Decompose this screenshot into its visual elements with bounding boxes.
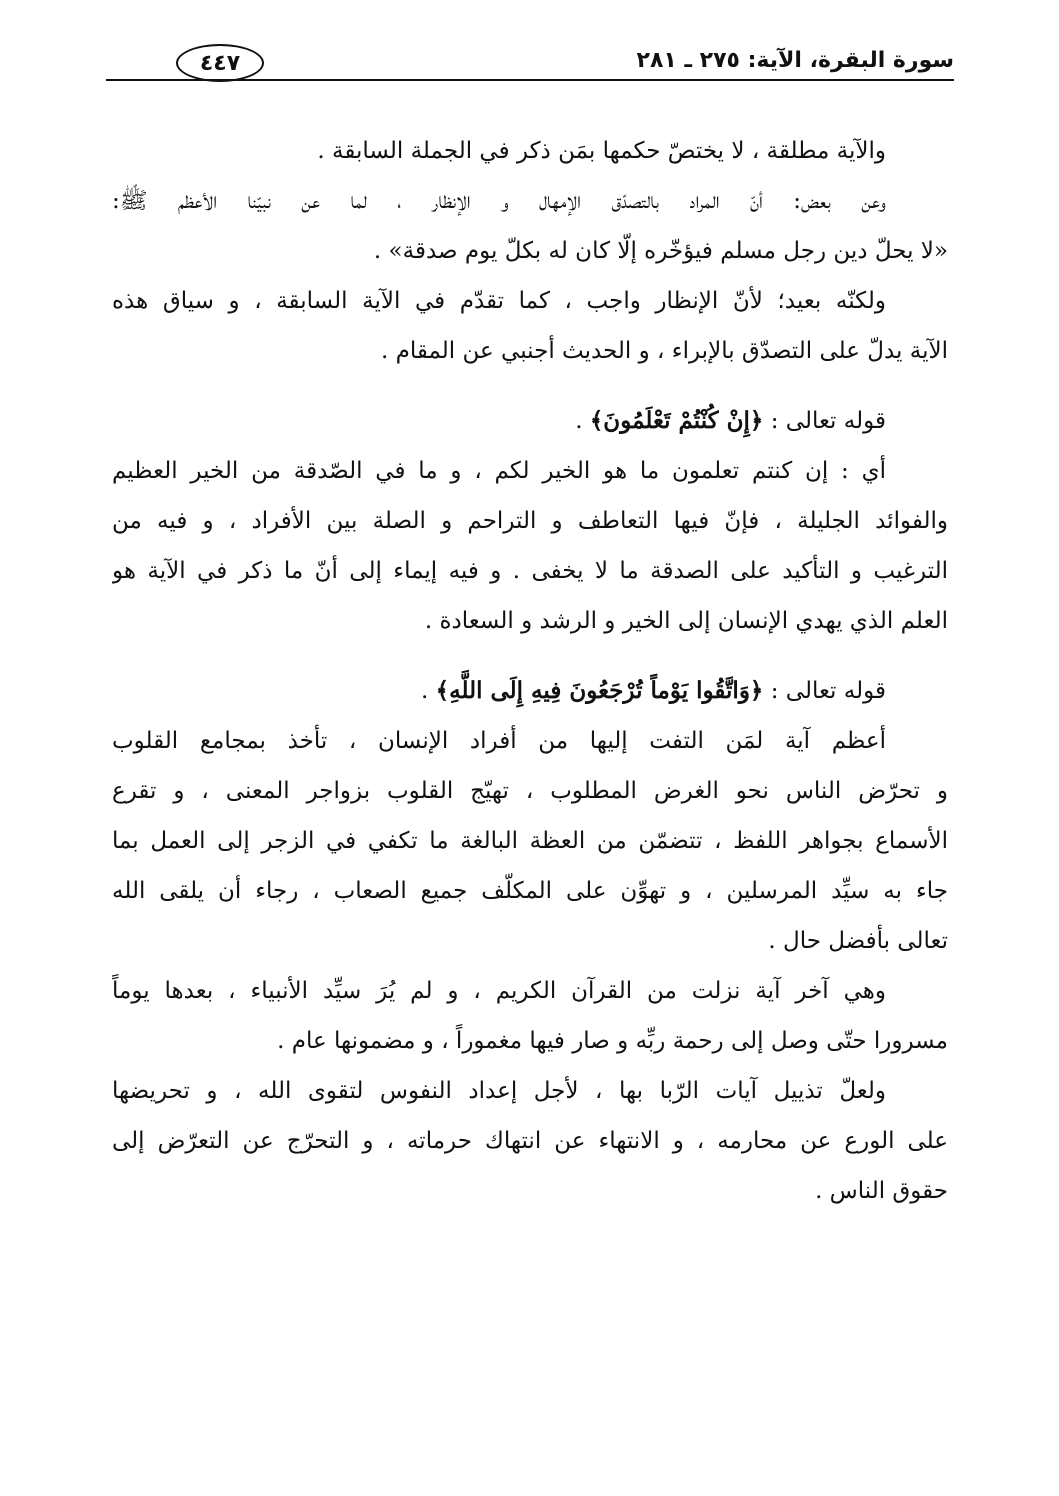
paragraph-line: أعظم آية لمَن التفت إليها من أفراد الإنسان ، تأخذ بمجامع القلوب xyxy=(112,728,886,754)
paragraph-line: العلم الذي يهدي الإنسان إلى الخير و الرشد و السعادة . xyxy=(424,608,948,634)
running-header xyxy=(106,42,954,82)
page-number: ٤٤٧ xyxy=(199,50,241,76)
paragraph-line: تعالى بأفضل حال . xyxy=(768,928,948,954)
body-text xyxy=(112,126,948,1216)
paragraph-line: والآية مطلقة ، لا يختصّ حكمها بمَن ذكر في الجملة السابقة . xyxy=(317,138,886,164)
heading-suffix: . xyxy=(421,678,436,704)
paragraph-line: والفوائد الجليلة ، فإنّ فيها التعاطف و التراحم و الصلة بين الأفراد ، و فيه من xyxy=(112,508,948,534)
paragraph-line: الأسماع بجواهر اللفظ ، تتضمّن من العظة البالغة ما تكفي في الزجر إلى العمل بما xyxy=(112,828,948,854)
page-number-badge xyxy=(176,44,264,82)
paragraph-line: «لا يحلّ دين رجل مسلم فيؤخّره إلّا كان له بكلّ يوم صدقة» . xyxy=(373,238,948,264)
header-title: سورة البقرة، الآية: ٢٧٥ ـ ٢٨١ xyxy=(636,48,954,73)
paragraph-line: الآية يدلّ على التصدّق بالإبراء ، و الحديث أجنبي عن المقام . xyxy=(381,338,948,364)
paragraph-line: ولعلّ تذييل آيات الرّبا بها ، لأجل إعداد النفوس لتقوى الله ، و تحريضها xyxy=(112,1078,886,1104)
paragraph-line: و تحرّض الناس نحو الغرض المطلوب ، تهيّج القلوب بزواجر المعنى ، و تقرع xyxy=(112,778,948,804)
heading-prefix: قوله تعالى : xyxy=(763,408,886,434)
heading-prefix: قوله تعالى : xyxy=(763,678,886,704)
paragraph-line: حقوق الناس . xyxy=(815,1178,948,1204)
paragraph-line: أي : إن كنتم تعلمون ما هو الخير لكم ، و ما في الصّدقة من الخير العظيم xyxy=(112,458,886,484)
header-rule xyxy=(106,79,954,81)
paragraph-line: وهي آخر آية نزلت من القرآن الكريم ، و لم يُرَ سيِّد الأنبياء ، بعدها يوماً xyxy=(112,978,886,1004)
verse-heading xyxy=(112,666,948,716)
paragraph-line: الترغيب و التأكيد على الصدقة ما لا يخفى . و فيه إيماء إلى أنّ ما ذكر في الآية هو xyxy=(112,558,948,584)
verse-heading xyxy=(112,396,948,446)
quran-verse: ﴿إِنْ كُنْتُمْ تَعْلَمُونَ﴾ xyxy=(589,407,764,434)
paragraph-line: وعن بعض: أنّ المراد بالتصدّق الإمهال و الإنظار ، لما عن نبيّنا الأعظم ﷺ: xyxy=(112,188,886,214)
paragraph-line: ولكنّه بعيد؛ لأنّ الإنظار واجب ، كما تقدّم في الآية السابقة ، و سياق هذه xyxy=(112,288,886,314)
heading-suffix: . xyxy=(575,408,590,434)
paragraph-line: جاء به سيِّد المرسلين ، و تهوِّن على المكلّف جميع الصعاب ، رجاء أن يلقى الله xyxy=(112,878,948,904)
quran-verse: ﴿وَاتَّقُوا يَوْماً تُرْجَعُونَ فِيهِ إِلَى اللَّهِ﴾ xyxy=(435,677,764,704)
paragraph-line: على الورع عن محارمه ، و الانتهاء عن انتهاك حرماته ، و التحرّج عن التعرّض إلى xyxy=(112,1128,948,1154)
paragraph-line: مسرورا حتّى وصل إلى رحمة ربِّه و صار فيها مغموراً ، و مضمونها عام . xyxy=(277,1028,948,1054)
